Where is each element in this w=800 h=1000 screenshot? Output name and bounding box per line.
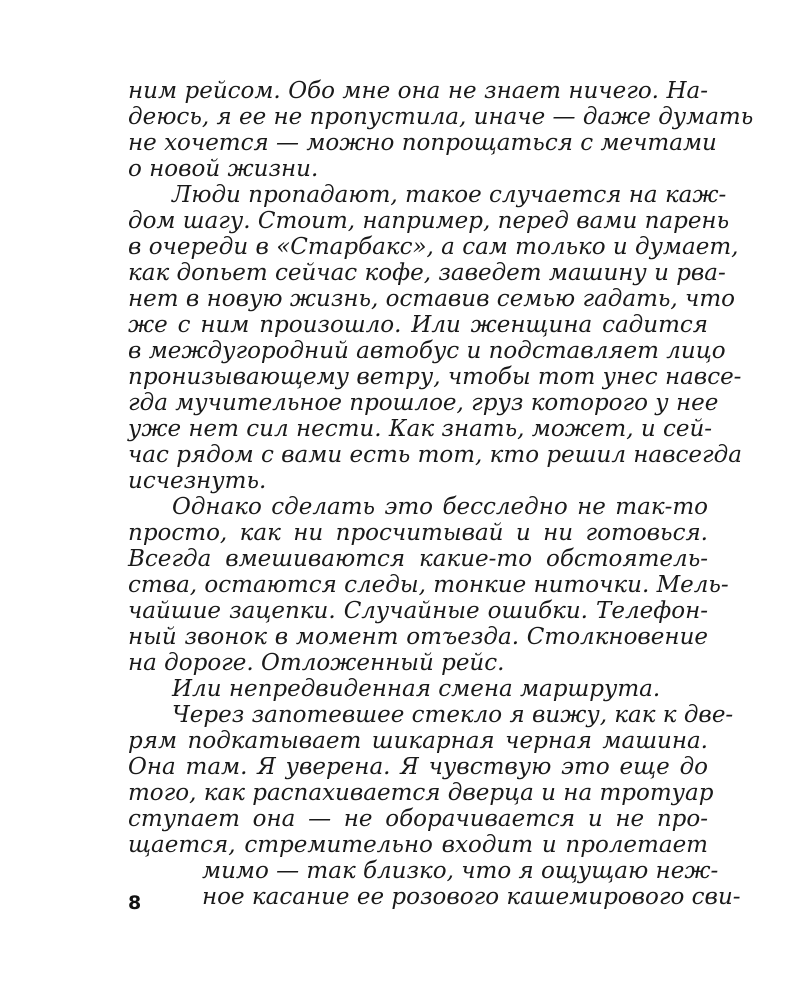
text-line: Люди пропадают, такое случается на каж- (172, 182, 727, 208)
page-number: 8 (128, 892, 142, 914)
text-line: ное касание ее розового кашемирового сви- (202, 884, 741, 910)
text-line: гда мучительное прошлое, груз которого у нее (128, 390, 719, 416)
text-line: того, как распахивается дверца и на тротуар (128, 780, 714, 806)
text-line: как допьет сейчас кофе, заведет машину и рва- (128, 260, 726, 286)
text-line: же с ним произошло. Или женщина садится (128, 312, 708, 338)
text-line: о новой жизни. (128, 156, 319, 182)
text-line: в междугородний автобус и подставляет лицо (128, 338, 726, 364)
text-line: дом шагу. Стоит, например, перед вами парень (128, 208, 730, 234)
text-line: уже нет сил нести. Как знать, может, и сей- (128, 416, 713, 442)
text-line: пронизывающему ветру, чтобы тот унес навсе- (128, 364, 742, 390)
text-line: Она там. Я уверена. Я чувствую это еще до (128, 754, 708, 780)
text-line: чайшие зацепки. Случайные ошибки. Телефон- (128, 598, 708, 624)
body-text (128, 78, 754, 910)
text-line: Через запотевшее стекло я вижу, как к две- (172, 702, 734, 728)
text-line: ним рейсом. Обо мне она не знает ничего. На- (128, 78, 708, 104)
text-line: просто, как ни просчитывай и ни готовься. (128, 520, 708, 546)
text-line: исчезнуть. (128, 468, 267, 494)
text-line: рям подкатывает шикарная черная машина. (128, 728, 708, 754)
text-line: щается, стремительно входит и пролетает (128, 832, 708, 858)
text-line: мимо — так близко, что я ощущаю неж- (202, 858, 719, 884)
text-line: нет в новую жизнь, оставив семью гадать, что (128, 286, 735, 312)
text-line: на дороге. Отложенный рейс. (128, 650, 505, 676)
text-line: ступает она — не оборачивается и не про- (128, 806, 708, 832)
text-line: Всегда вмешиваются какие-то обстоятель- (128, 546, 708, 572)
text-line: час рядом с вами есть тот, кто решил навсегда (128, 442, 742, 468)
text-line: в очереди в «Старбакс», а сам только и думает, (128, 234, 739, 260)
text-line: не хочется — можно попрощаться с мечтами (128, 130, 717, 156)
text-line: Однако сделать это бесследно не так-то (172, 494, 708, 520)
text-line: деюсь, я ее не пропустила, иначе — даже думать (128, 104, 754, 130)
text-line: ства, остаются следы, тонкие ниточки. Мель- (128, 572, 729, 598)
text-line: ный звонок в момент отъезда. Столкновение (128, 624, 708, 650)
text-line: Или непредвиденная смена маршрута. (172, 676, 661, 702)
